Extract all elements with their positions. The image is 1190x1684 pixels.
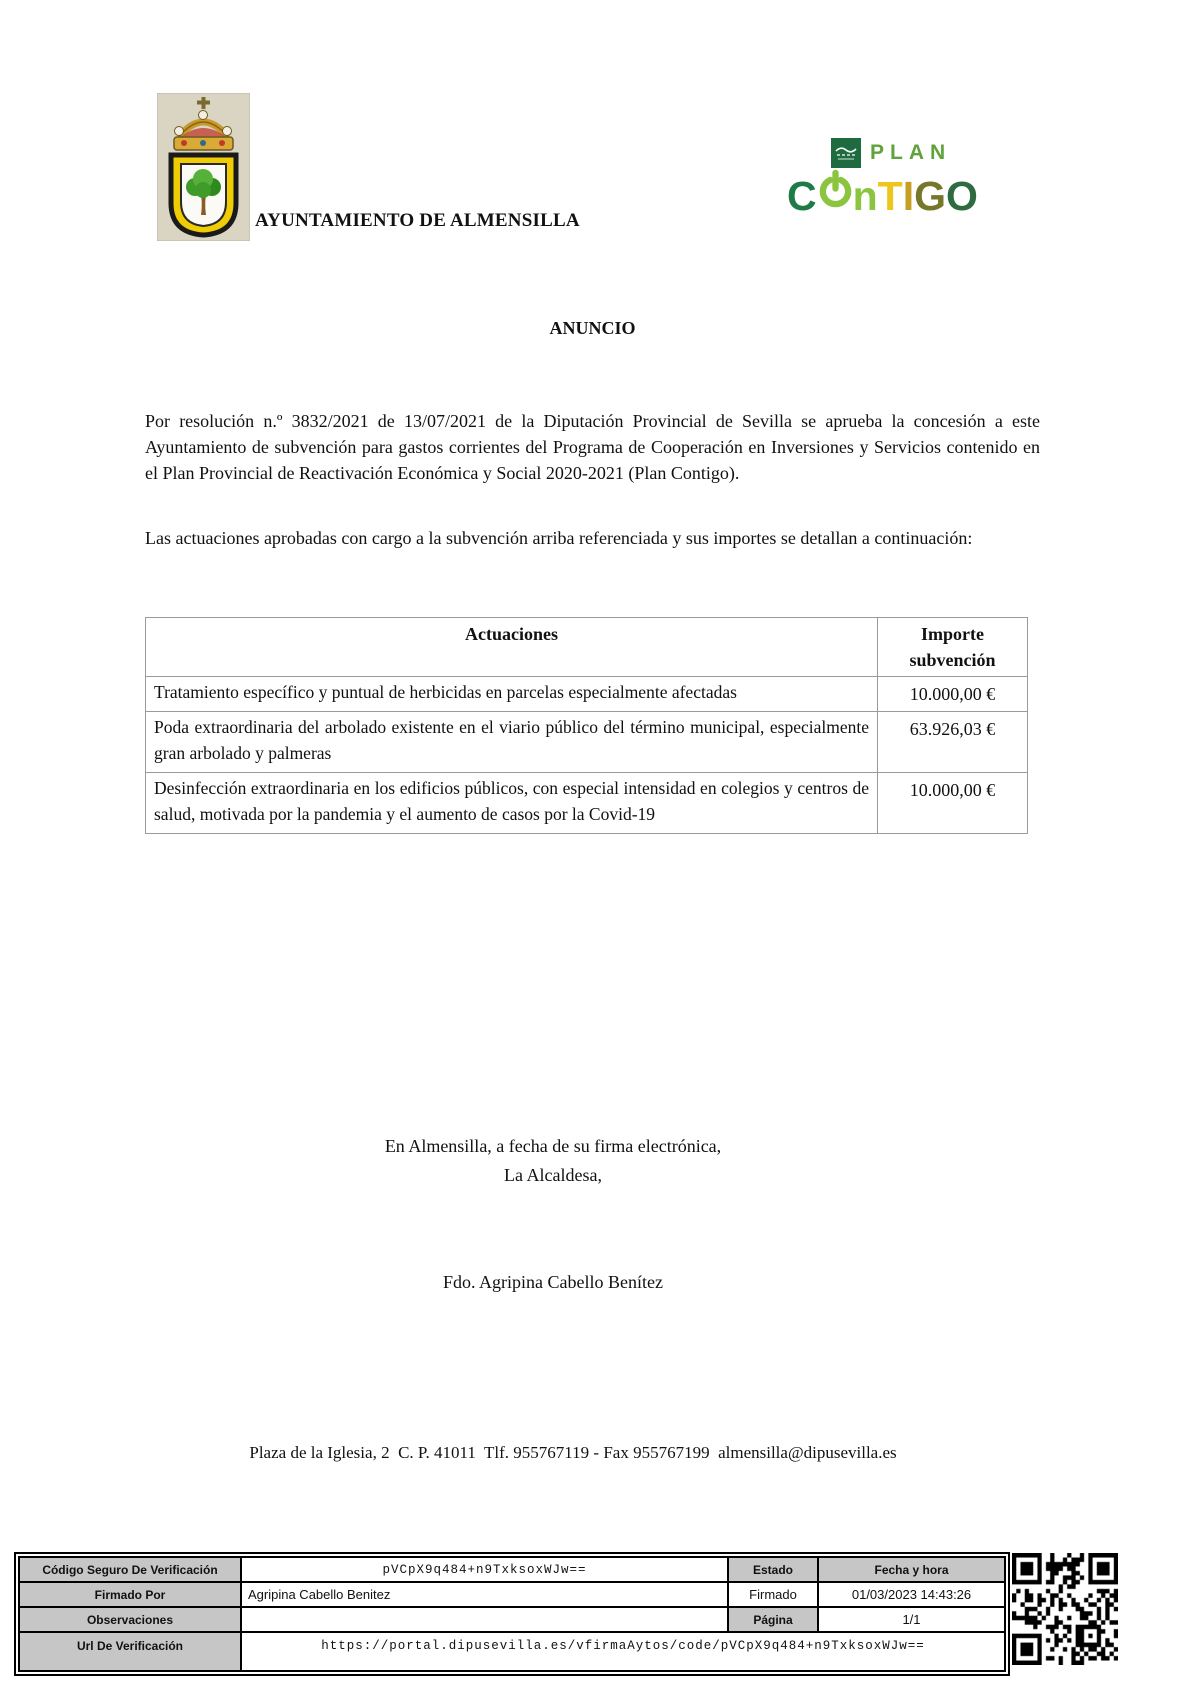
page-title: ANUNCIO (549, 318, 636, 338)
signer-name: Fdo. Agripina Cabello Benítez (443, 1272, 663, 1292)
contigo-letter: T (877, 173, 903, 219)
pagina-value: 1/1 (818, 1607, 1005, 1632)
diputacion-sevilla-icon (831, 138, 861, 168)
observations-value (241, 1607, 728, 1632)
amount-cell: 10.000,00 € (878, 773, 1028, 834)
signature-place-line: En Almensilla, a fecha de su firma electrónica, (384, 1136, 722, 1156)
verification-row (19, 1607, 1005, 1632)
url-label: Url De Verificación (19, 1632, 241, 1671)
column-header-actuaciones: Actuaciones (146, 618, 878, 677)
signature-role-line: La Alcaldesa, (504, 1165, 602, 1185)
pagina-label: Página (728, 1607, 818, 1632)
column-header-importe: Importe subvención (878, 618, 1028, 677)
action-cell: Desinfección extraordinaria en los edificios públicos, con especial intensidad en colegios y centros de salud, motivada por la pandemia y el aumento de casos por la Covid-19 (146, 773, 878, 834)
verification-table (18, 1556, 1006, 1672)
signed-by-value: Agripina Cabello Benitez (241, 1582, 728, 1607)
table-header-row (146, 618, 1028, 677)
fecha-label: Fecha y hora (818, 1557, 1005, 1582)
contigo-letter: I (902, 173, 915, 219)
actions-table (145, 617, 1028, 834)
table-row (146, 773, 1028, 834)
amount-cell: 63.926,03 € (878, 712, 1028, 773)
action-cell: Poda extraordinaria del arbolado existente en el viario público del término municipal, especialmente gran arbolado y palmeras (146, 712, 878, 773)
qr-code (1012, 1553, 1118, 1665)
verification-row (19, 1632, 1005, 1671)
signature-block (145, 1132, 961, 1190)
csv-label: Código Seguro De Verificación (19, 1557, 241, 1582)
power-button-icon (818, 169, 853, 215)
plan-word: PLAN (870, 141, 952, 164)
plan-contigo-logo (787, 138, 1022, 219)
estado-label: Estado (728, 1557, 818, 1582)
action-cell: Tratamiento específico y puntual de herbicidas en parcelas especialmente afectadas (146, 677, 878, 712)
contigo-letter: n (852, 173, 878, 219)
estado-value: Firmado (728, 1582, 818, 1607)
observations-label: Observaciones (19, 1607, 241, 1632)
footer-contact-line: Plaza de la Iglesia, 2 C. P. 41011 Tlf. 955767119 - Fax 955767199 almensilla@dipusevilla.es (249, 1443, 897, 1462)
signed-by-label: Firmado Por (19, 1582, 241, 1607)
table-row (146, 677, 1028, 712)
fecha-value: 01/03/2023 14:43:26 (818, 1582, 1005, 1607)
paragraph-actions-intro: Las actuaciones aprobadas con cargo a la subvención arriba referenciada y sus importes se detallan a continuación: (145, 528, 973, 548)
verification-row (19, 1557, 1005, 1582)
contigo-letter: G (914, 173, 947, 219)
paragraph-resolution: Por resolución n.º 3832/2021 de 13/07/2021 de la Diputación Provincial de Sevilla se aprueba la concesión a este Ayuntamiento de subvención para gastos corrientes del Programa de Cooperación en Inversiones y Servicios contenido en el Plan Provincial de Reactivación Económica y Social 2020-2021 (Plan Contigo). (145, 411, 1040, 483)
contigo-word (787, 169, 1022, 219)
contigo-letter: O (946, 173, 978, 219)
contigo-letter: C (787, 173, 817, 219)
almensilla-coat-of-arms-icon (157, 93, 250, 241)
csv-value: pVCpX9q484+n9TxksoxWJw== (241, 1557, 728, 1582)
organization-name: AYUNTAMIENTO DE ALMENSILLA (255, 210, 580, 231)
table-row (146, 712, 1028, 773)
verification-row (19, 1582, 1005, 1607)
verification-box (14, 1552, 1010, 1676)
amount-cell: 10.000,00 € (878, 677, 1028, 712)
url-value: https://portal.dipusevilla.es/vfirmaAytos/code/pVCpX9q484+n9TxksoxWJw== (241, 1632, 1005, 1671)
